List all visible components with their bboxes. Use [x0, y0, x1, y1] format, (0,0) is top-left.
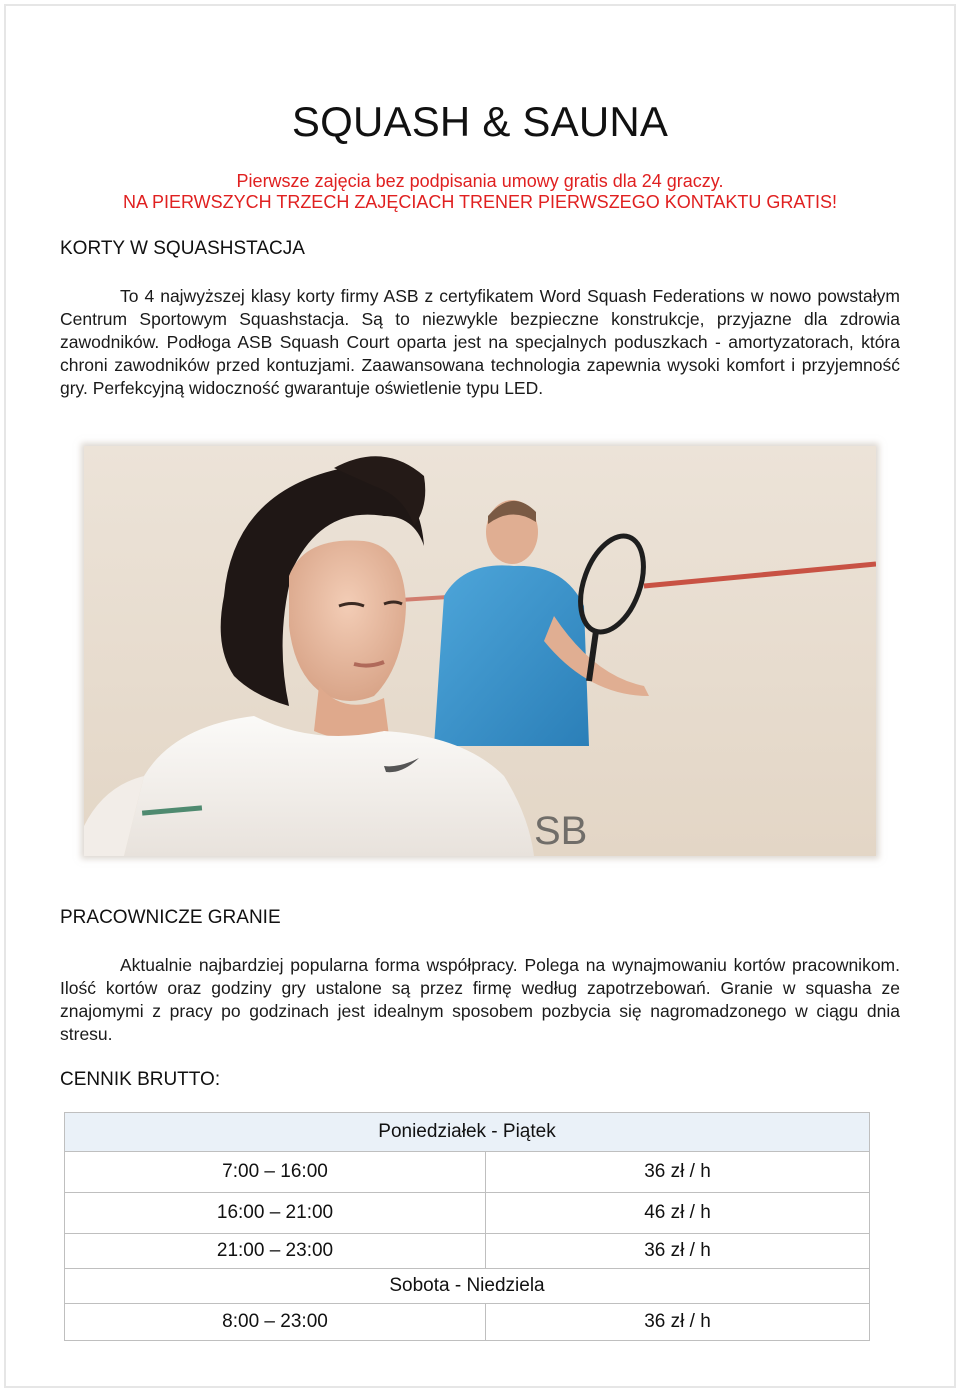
pracownicze-paragraph	[60, 954, 900, 1046]
weekdays-header: Poniedziałek - Piątek	[65, 1113, 870, 1152]
promo-line-2: NA PIERWSZYCH TRZECH ZAJĘCIACH TRENER PIERWSZEGO KONTAKTU GRATIS!	[122, 192, 838, 212]
korty-paragraph	[60, 285, 900, 400]
promo-line-1: Pierwsze zajęcia bez podpisania umowy gratis dla 24 graczy.	[236, 171, 724, 191]
price-table	[64, 1112, 870, 1341]
time-cell: 7:00 – 16:00	[65, 1152, 486, 1193]
time-cell: 16:00 – 21:00	[65, 1193, 486, 1234]
price-cell: 36 zł / h	[486, 1234, 870, 1269]
price-cell: 46 zł / h	[486, 1193, 870, 1234]
table-row	[65, 1152, 870, 1193]
price-cell: 36 zł / h	[486, 1304, 870, 1341]
table-row	[65, 1193, 870, 1234]
photo-wall-text: SB	[534, 809, 588, 853]
price-cell: 36 zł / h	[486, 1152, 870, 1193]
time-cell: 8:00 – 23:00	[65, 1304, 486, 1341]
squash-players-photo	[84, 446, 876, 856]
weekend-header: Sobota - Niedziela	[65, 1269, 870, 1304]
time-cell: 21:00 – 23:00	[65, 1234, 486, 1269]
table-row	[65, 1304, 870, 1341]
pracownicze-paragraph-text: Aktualnie najbardziej popularna forma współpracy. Polega na wynajmowaniu kortów pracownikom. Ilość kortów oraz godziny gry ustalone są przez firmę według zapotrzebowań. Granie w squasha ze znajomymi z pracy po godzinach jest idealnym sposobem pozbycia się nagromadzonego w ciągu dnia stresu.	[60, 955, 900, 1044]
section-heading-cennik: CENNIK BRUTTO:	[60, 1069, 221, 1090]
section-heading-pracownicze: PRACOWNICZE GRANIE	[60, 907, 281, 928]
section-heading-korty: KORTY W SQUASHSTACJA	[60, 238, 305, 259]
page-title: SQUASH & SAUNA	[291, 98, 669, 145]
table-row	[65, 1234, 870, 1269]
korty-paragraph-text: To 4 najwyższej klasy korty firmy ASB z certyfikatem Word Squash Federations w nowo powstałym Centrum Sportowym Squashstacja. Są to niezwykle bezpieczne konstrukcje, przyjazne dla zdrowia zawodników. Podłoga ASB Squash Court oparta jest na specjalnych poduszkach - amortyzatorach, która chroni zawodników przed kontuzjami. Zaawansowana technologia zapewnia wysoki komfort i przyjemność gry. Perfekcyjną widoczność gwarantuje oświetlenie typu LED.	[60, 286, 900, 398]
